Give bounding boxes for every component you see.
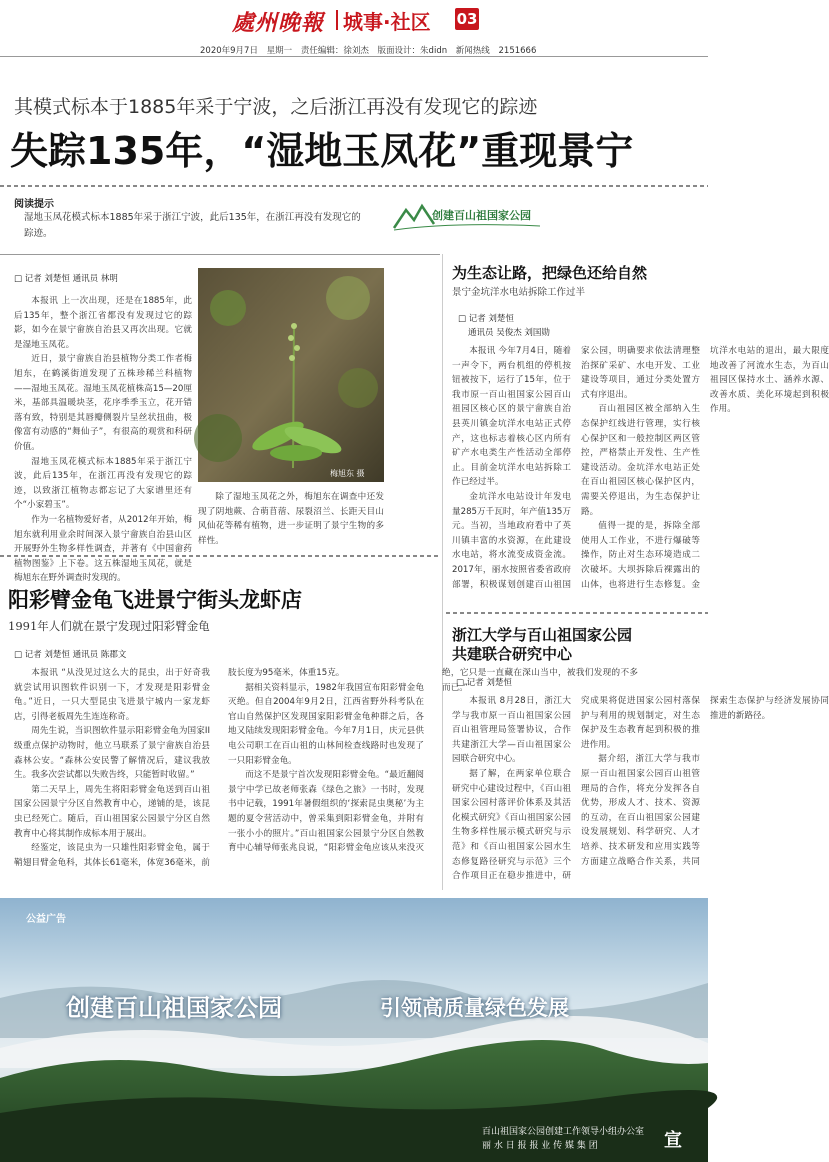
paragraph: 本报讯 上一次出现，还是在1885年，此后135年，整个浙江省都没有发现过它的踪影，如今在景宁畲族自治县又再次出现。它就是湿地玉凤花。 bbox=[14, 296, 192, 350]
photo-caption: 梅旭东 摄 bbox=[330, 469, 365, 478]
paragraph: 而这不是景宁首次发现阳彩臂金龟。“最近翻阅景宁中学已故老师张森《绿色之旅》一书时，发现书中记载，1991年暑假组织的‘探索昆虫奥秘’为主题的夏令营活动中，曾采集到阳彩臂金龟，并附有一张小小的照片。”百山祖国家公园景宁分区自然教育中心辅导师张兆良说，“阳彩臂金龟应该从来没灭绝，它只是一直藏在深山当中，被我们发现的不多而已。” bbox=[228, 668, 638, 854]
ad-slogan-left: 创建百山祖国家公园 bbox=[66, 994, 282, 1022]
newspaper-logo: 處州晚報 bbox=[232, 10, 325, 36]
paragraph: 第二天早上，周先生将阳彩臂金龟送到百山祖国家公园景宁分区自然教育中心，递铺的是，该昆虫已经死亡。随后，百山祖国家公园景宁分区自然教育中心将其制作成标本用于展出。 bbox=[14, 784, 210, 839]
section-title: 城事·社区 bbox=[343, 10, 431, 34]
paragraph: 本报讯 今年7月4日，随着一声令下，两台机组的停机按钮被按下，运行了15年，位于我市原一百山祖国家公园百山祖园区核心区的景宁畲族自治县英川镇金坑洋水电站正式停产，这也标志着核心区内所有矿产水电类生产性活动全部停止。目前金坑洋水电站拆除工作已经过半。 bbox=[452, 346, 571, 488]
paragraph: 百山祖园区被全部纳入生态保护红线进行管理，实行核心保护区和一般控制区两区管控，严格禁止开发性、生产性建设活动。金坑洋水电站正处在百山祖园区核心保护区内，需要关停退出，为生态保护让路。 bbox=[581, 404, 700, 517]
orchid-photo bbox=[198, 268, 384, 482]
paragraph: 作为一名植物爱好者，从2012年开始，梅旭东就利用业余时间深入景宁畲族自治县山区开展野外生物多样性调查，并著有《中国畲药植物图鉴》上下卷。这五株湿地玉凤花，就是梅旭东在野外调查时发现的。 bbox=[14, 514, 192, 584]
section-divider bbox=[446, 612, 708, 614]
main-byline: □ 记者 刘楚恒 通讯员 林明 bbox=[14, 274, 118, 284]
public-service-ad bbox=[0, 898, 708, 1162]
ad-slogan-right: 引领高质量绿色发展 bbox=[380, 996, 569, 1020]
eco-byline: □ 记者 刘楚恒 bbox=[458, 314, 514, 324]
main-body-continued bbox=[198, 490, 384, 548]
eco-byline-2: 通讯员 吴俊杰 刘国勋 bbox=[468, 328, 550, 338]
page-number-badge: 03 bbox=[456, 10, 478, 28]
paragraph: 金坑洋水电站设计年发电量285万千瓦时，年产值135万元。当初，当地政府看中了英川镇丰富的水资源，在此建设水电站，将水流变成资金流。2017年，丽水按照省委省政府部署，积极谋划创建百山祖国家公园，明确要求依法清理整治探矿采矿、水电开发、工业建设等项目，通过分类处置方式有序退出。 bbox=[452, 346, 700, 590]
ad-sponsor-2: 丽 水 日 报 报 业 传 媒 集 团 bbox=[482, 1141, 598, 1151]
issue-info: 2020年9月7日 星期一 责任编辑：徐刘杰 版面设计：朱didn 新闻热线 2151666 bbox=[200, 46, 537, 56]
main-body bbox=[14, 294, 192, 586]
paragraph: 除了湿地玉凤花之外，梅旭东在调查中还发现了阴地蕨、合萌苜蓿、尿裂沼兰、长距天目山风仙花等稀有植物，进一步证明了景宁生物的多样性。 bbox=[198, 492, 384, 546]
zju-headline: 浙江大学与百山祖国家公园 bbox=[452, 626, 633, 644]
paragraph: 据介绍，浙江大学与我市原一百山祖国家公园百山祖管理局的合作，将充分发挥各自优势，形成人才、技术、资源的互动，在百山祖国家公园建设发展规划、科学研究、人才培养、技术研发和应用实践等方面建立战略合作关系，共同探索生态保护与经济发展协同推进的新路径。 bbox=[581, 696, 829, 867]
paragraph: 本报讯 8月28日，浙江大学与我市原一百山祖国家公园百山祖管理局签署协议，合作共建浙江大学—百山祖国家公园联合研究中心。 bbox=[452, 696, 571, 765]
zju-byline: □ 记者 刘楚恒 bbox=[456, 678, 512, 688]
eco-body bbox=[452, 344, 829, 602]
paragraph: 据了解，在两家单位联合研究中心建设过程中，《百山祖国家公园村落评价体系及其活化模式研究》《百山祖国家公园生物多样性展示模式研究与示范》和《百山祖国家公园水生态修复路径研究与示范》三个合作项目正在稳步推进中，研究成果将促进国家公园村落保护与利用的规划制定，对生态保护及生态教育起到积极的推进作用。 bbox=[452, 696, 700, 882]
masthead-divider bbox=[336, 10, 338, 30]
main-subtitle: 其模式标本于1885年采于宁波，之后浙江再没有发现它的踪迹 bbox=[14, 96, 538, 118]
section-divider bbox=[0, 555, 440, 557]
main-headline: 失踪135年，“湿地玉凤花”重现景宁 bbox=[10, 129, 634, 173]
paragraph: 湿地玉凤花模式标本1885年采于浙江宁波，此后135年，在浙江再没有发现它的踪迹，以致浙江植物志都忘记了大家谱里还有个“小家碧玉”。 bbox=[14, 456, 192, 511]
paragraph: 经鉴定，该昆虫为一只雄性阳彩臂金龟，属于鞘翅目臂金龟科，其体长61毫米，体宽36毫米，前肢长度为95毫米，体重15克。 bbox=[14, 668, 345, 868]
paragraph: 近日，景宁畲族自治县植物分类工作者梅旭东，在鹤溪街道发现了五株珍稀兰科植物——湿地玉凤花。湿地玉凤花植株高15—20厘米，基部具温暖块茎，花序季季玉立，花开错落有致，特别是其唇瓣侧裂片呈丝状扭曲，极像富有动感的“舞仙子”，有很高的观赏和科研价值。 bbox=[14, 354, 192, 452]
reading-tip-label: 阅读提示 bbox=[14, 199, 54, 210]
section-rule bbox=[0, 254, 440, 255]
brand-badge-text: 创建百山祖国家公园 bbox=[432, 209, 531, 222]
eco-headline: 为生态让路，把绿色还给自然 bbox=[452, 264, 648, 282]
reading-tip-text: 湿地玉凤花模式标本1885年采于浙江宁波，此后135年，在浙江再没有发现它的踪迹。 bbox=[24, 212, 361, 239]
turtle-subtitle: 1991年人们就在景宁发现过阳彩臂金龟 bbox=[8, 619, 210, 633]
paragraph: 周先生说，当识图软件显示阳彩臂金龟为国家II级重点保护动物时，他立马联系了景宁畲族自治县森林公安。“森林公安民警了解情况后，建议我放生。我多次尝试都以失败告终，只能暂时收留。” bbox=[14, 726, 210, 781]
turtle-headline: 阳彩臂金龟飞进景宁街头龙虾店 bbox=[8, 588, 302, 612]
zju-body bbox=[452, 694, 829, 884]
turtle-byline: □ 记者 刘楚恒 通讯员 陈郡文 bbox=[14, 650, 127, 660]
ad-sponsor-mark: 宣 bbox=[664, 1130, 682, 1151]
paragraph: 据相关资料显示，1982年我国宣布阳彩臂金龟灭绝。但自2004年9月2日，江西省野外科考队在官山自然保护区发现国家阳彩臂金龟种群之后，各地又陆续发现阳彩臂金龟。今年7月1日，庆元县供电公司职工在百山祖的山林间检查线路时也发现了一只阳彩臂金龟。 bbox=[228, 682, 424, 766]
ad-label: 公益广告 bbox=[26, 914, 66, 925]
headline-divider bbox=[0, 185, 708, 187]
paragraph: 值得一提的是，拆除全部使用人工作业，不进行爆破等操作，防止对生态环境造成二次破坏。大坝拆除后裸露出的山体，也将进行生态修复。金坑洋水电站的退出，最大限度地改善了河流水生态，为百山祖园区保持水土、涵养水源、改善水质、美化环境起到积极作用。 bbox=[581, 346, 829, 590]
paragraph: 本报讯 “从没见过这么大的昆虫，出于好奇我就尝试用识图软件识别一下，才发现是阳彩臂金龟。”近日，一只大型昆虫飞进景宁城内一家龙虾店，引得老板周先生连连称奇。 bbox=[14, 668, 210, 722]
eco-subtitle: 景宁金坑洋水电站拆除工作过半 bbox=[452, 287, 586, 298]
column-divider bbox=[442, 254, 443, 890]
ad-sponsor: 百山祖国家公园创建工作领导小组办公室 bbox=[482, 1127, 645, 1137]
zju-headline-2: 共建联合研究中心 bbox=[452, 645, 573, 663]
header-rule bbox=[0, 56, 708, 57]
